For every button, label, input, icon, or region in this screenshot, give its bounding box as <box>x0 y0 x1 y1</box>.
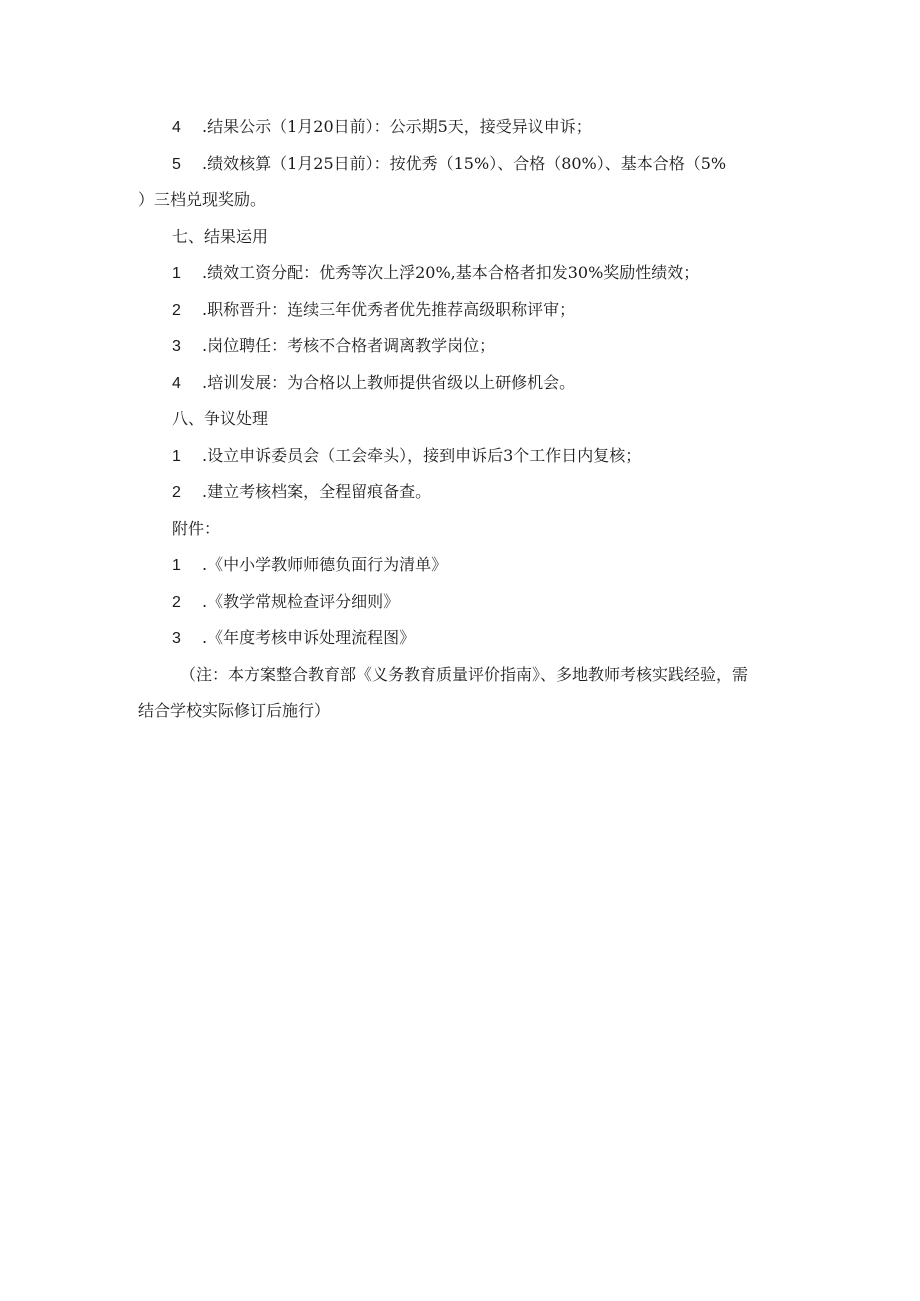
item-text: ）三档兑现奖励。 <box>138 190 267 209</box>
appeal-committee-item <box>172 446 641 467</box>
item-text: .《年度考核申诉处理流程图》 <box>202 628 416 647</box>
item-text: .设立申诉委员会（工会牵头），接到申诉后3个工作日内复核； <box>202 446 642 465</box>
item-number: 4 <box>172 119 181 136</box>
note-line: （注：本方案整合教育部《义务教育质量评价指南》、多地教师考核实践经验，需 <box>180 665 749 684</box>
item-text: .《中小学教师师德负面行为清单》 <box>202 555 448 574</box>
item-number: 3 <box>172 338 181 355</box>
item-text: .《教学常规检查评分细则》 <box>202 592 400 611</box>
attachments-heading: 附件： <box>172 519 221 538</box>
section-heading-dispute: 八、争议处理 <box>172 409 269 428</box>
item-text: .绩效工资分配：优秀等次上浮20%,基本合格者扣发30%奖励性绩效； <box>202 263 700 282</box>
item-number: 2 <box>172 484 181 501</box>
title-promotion-item <box>172 300 575 321</box>
assessment-archive-item <box>172 482 431 503</box>
item-text: .绩效核算（1月25日前）：按优秀（15%）、合格（80%）、基本合格（5% <box>202 154 727 173</box>
note-continuation: 结合学校实际修订后施行） <box>138 701 331 720</box>
item-number: 1 <box>172 265 181 282</box>
item-number: 3 <box>172 630 181 647</box>
item-number: 4 <box>172 375 181 392</box>
item-text: .培训发展：为合格以上教师提供省级以上研修机会。 <box>202 373 576 392</box>
attachment-item <box>172 555 447 576</box>
item-text: .岗位聘任：考核不合格者调离教学岗位； <box>202 336 496 355</box>
training-development-item <box>172 373 575 394</box>
item-number: 1 <box>172 557 181 574</box>
attachment-item <box>172 592 399 613</box>
item-text: .职称晋升：连续三年优秀者优先推荐高级职称评审； <box>202 300 576 319</box>
section-heading-result-use: 七、结果运用 <box>172 227 269 246</box>
item-text: .建立考核档案，全程留痕备查。 <box>202 482 432 501</box>
result-publicity-item <box>172 117 592 138</box>
item-text: .结果公示（1月20日前）：公示期5天，接受异议申诉； <box>202 117 592 136</box>
item-number: 5 <box>172 156 181 173</box>
item-number: 2 <box>172 594 181 611</box>
item-number: 2 <box>172 302 181 319</box>
performance-accounting-continuation <box>138 190 266 210</box>
item-number: 1 <box>172 448 181 465</box>
performance-accounting-item <box>172 154 726 175</box>
salary-distribution-item <box>172 263 699 284</box>
post-appointment-item <box>172 336 495 357</box>
attachment-item <box>172 628 415 649</box>
